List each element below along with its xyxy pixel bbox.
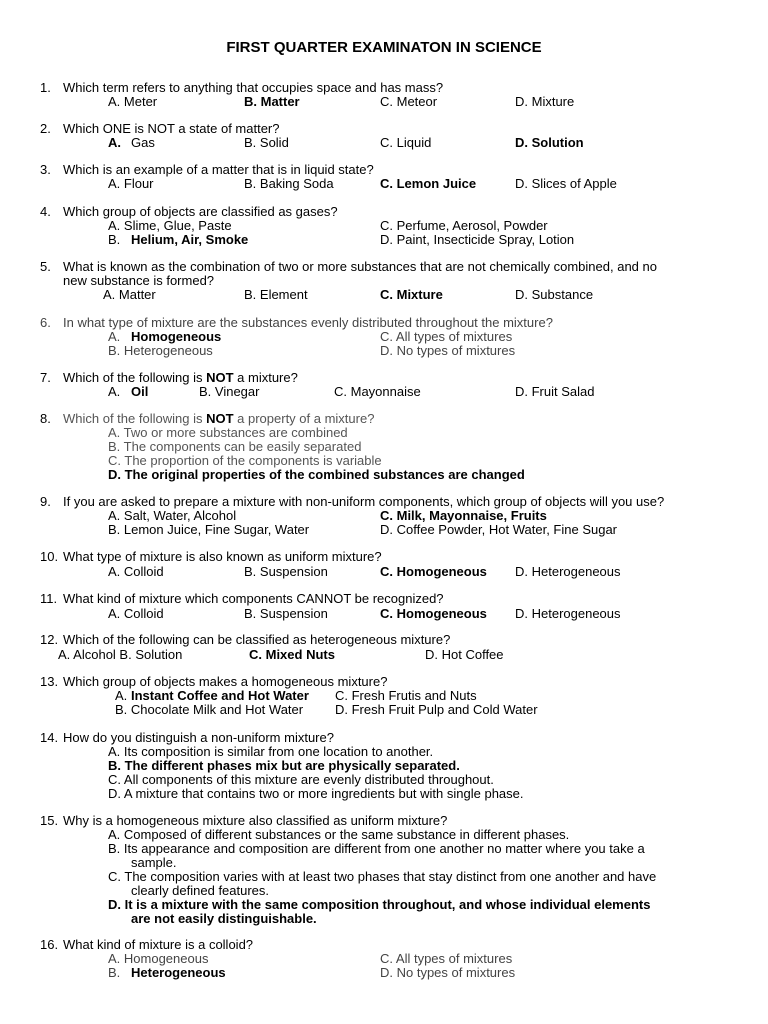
option-d: D. It is a mixture with the same composition throughout, and whose individual elements [108, 897, 651, 912]
option-d: D. Solution [515, 135, 584, 150]
option-b: B. Suspension [244, 564, 328, 579]
option-c: C. Milk, Mayonnaise, Fruits [380, 508, 547, 523]
question-number: 12. [40, 632, 59, 647]
question-text: Why is a homogeneous mixture also classified as uniform mixture? [63, 813, 448, 828]
question-number: 13. [40, 674, 59, 689]
option-d: D. The original properties of the combined substances are changed [108, 467, 525, 482]
question-number: 6. [40, 315, 51, 330]
question-text: Which group of objects are classified as gases? [63, 204, 338, 219]
option-b: B. Suspension [244, 606, 328, 621]
option-b: B. Vinegar [199, 384, 260, 399]
option-a: A. Flour [108, 176, 154, 191]
question-number: 8. [40, 411, 51, 426]
option-b: B. Heterogeneous [108, 343, 213, 358]
option-b: B. Element [244, 287, 308, 302]
option-b: B. The different phases mix but are physically separated. [108, 758, 460, 773]
option-a: A. Matter [103, 287, 156, 302]
option-a: Homogeneous [131, 329, 222, 344]
option-d: D. A mixture that contains two or more ingredients but with single phase. [108, 786, 524, 801]
option-b: B. Its appearance and composition are different from one another no matter where you take a [108, 841, 645, 856]
question-text: Which is an example of a matter that is in liquid state? [63, 162, 374, 177]
option-b-cont: sample. [131, 855, 177, 870]
question-number: 2. [40, 121, 51, 136]
option-c-cont: clearly defined features. [131, 883, 270, 898]
option-c: C. Perfume, Aerosol, Powder [380, 218, 548, 233]
option-d: D. Paint, Insecticide Spray, Lotion [380, 232, 575, 247]
option-a-b: A. Alcohol B. Solution [58, 647, 183, 662]
question-text: Which of the following can be classified as heterogeneous mixture? [63, 632, 451, 647]
question-number: 16. [40, 937, 59, 952]
option-c: C. All types of mixtures [380, 329, 513, 344]
option-a: Oil [131, 384, 149, 399]
question-text: What kind of mixture which components CANNOT be recognized? [63, 591, 444, 606]
question-text: Which of the following is NOT a property of a mixture? [63, 411, 375, 426]
question-text: If you are asked to prepare a mixture with non-uniform components, which group of objects will you use? [63, 494, 665, 509]
option-b: B. Chocolate Milk and Hot Water [115, 702, 304, 717]
option-a: A. Meter [108, 94, 158, 109]
option-d: D. Coffee Powder, Hot Water, Fine Sugar [380, 522, 618, 537]
question-number: 4. [40, 204, 51, 219]
option-b: Heterogeneous [131, 965, 226, 980]
question-number: 14. [40, 730, 59, 745]
option-a: A. Colloid [108, 564, 164, 579]
question-number: 1. [40, 80, 51, 95]
option-a: A. Salt, Water, Alcohol [108, 508, 237, 523]
option-d: D. Fresh Fruit Pulp and Cold Water [335, 702, 538, 717]
option-b-letter: B. [108, 965, 121, 980]
option-a: Gas [131, 135, 155, 150]
question-text: Which of the following is NOT a mixture? [63, 370, 298, 385]
option-c: C. Mayonnaise [334, 384, 421, 399]
question-text: Which term refers to anything that occupies space and has mass? [63, 80, 444, 95]
option-c: C. Mixed Nuts [249, 647, 335, 662]
question-number: 7. [40, 370, 51, 385]
option-d: D. Hot Coffee [425, 647, 504, 662]
option-a-letter: A. [108, 135, 121, 150]
question-text: How do you distinguish a non-uniform mixture? [63, 730, 334, 745]
option-d: D. Heterogeneous [515, 606, 621, 621]
option-c: C. Fresh Frutis and Nuts [335, 688, 477, 703]
option-d: D. No types of mixtures [380, 965, 516, 980]
option-d-cont: are not easily distinguishable. [131, 911, 317, 926]
option-c: C. Mixture [380, 287, 443, 302]
option-c: C. Lemon Juice [380, 176, 477, 191]
option-c: C. All components of this mixture are evenly distributed throughout. [108, 772, 494, 787]
question-text: What type of mixture is also known as uniform mixture? [63, 549, 382, 564]
question-text: Which ONE is NOT a state of matter? [63, 121, 280, 136]
option-d: D. Slices of Apple [515, 176, 617, 191]
question-text: In what type of mixture are the substances evenly distributed throughout the mixture? [63, 315, 553, 330]
option-b-letter: B. [108, 232, 121, 247]
option-a: A. Its composition is similar from one location to another. [108, 744, 434, 759]
option-a: A. Slime, Glue, Paste [108, 218, 232, 233]
option-a: Instant Coffee and Hot Water [131, 688, 309, 703]
option-a: A. Two or more substances are combined [108, 425, 348, 440]
option-c: C. The proportion of the components is variable [108, 453, 382, 468]
question-number: 9. [40, 494, 51, 509]
question-number: 3. [40, 162, 51, 177]
option-b: B. Baking Soda [244, 176, 334, 191]
option-c: C. Homogeneous [380, 564, 487, 579]
option-a: A. Colloid [108, 606, 164, 621]
question-text: What kind of mixture is a colloid? [63, 937, 254, 952]
option-c: C. Liquid [380, 135, 432, 150]
option-c: C. All types of mixtures [380, 951, 513, 966]
question-number: 15. [40, 813, 59, 828]
option-a-letter: A. [108, 329, 121, 344]
option-a-letter: A. [108, 384, 121, 399]
option-b: B. Matter [244, 94, 300, 109]
option-b: Helium, Air, Smoke [131, 232, 249, 247]
question-text: What is known as the combination of two or more substances that are not chemically combined, and no [63, 259, 657, 274]
page-title: FIRST QUARTER EXAMINATON IN SCIENCE [226, 39, 542, 56]
option-d: D. Fruit Salad [515, 384, 595, 399]
option-c: C. Homogeneous [380, 606, 487, 621]
option-a: A. Composed of different substances or the same substance in different phases. [108, 827, 570, 842]
option-d: D. Substance [515, 287, 594, 302]
option-c: C. Meteor [380, 94, 438, 109]
option-d: D. No types of mixtures [380, 343, 516, 358]
option-b: B. Solid [244, 135, 289, 150]
option-b: B. The components can be easily separated [108, 439, 362, 454]
option-c: C. The composition varies with at least two phases that stay distinct from one another and have [108, 869, 657, 884]
option-d: D. Heterogeneous [515, 564, 621, 579]
question-text: Which group of objects makes a homogeneous mixture? [63, 674, 388, 689]
question-number: 11. [40, 591, 58, 606]
option-d: D. Mixture [515, 94, 575, 109]
option-a: A. Homogeneous [108, 951, 209, 966]
question-text-cont: new substance is formed? [63, 273, 215, 288]
option-b: B. Lemon Juice, Fine Sugar, Water [108, 522, 310, 537]
option-a-letter: A. [115, 688, 128, 703]
question-number: 5. [40, 259, 51, 274]
question-number: 10. [40, 549, 59, 564]
